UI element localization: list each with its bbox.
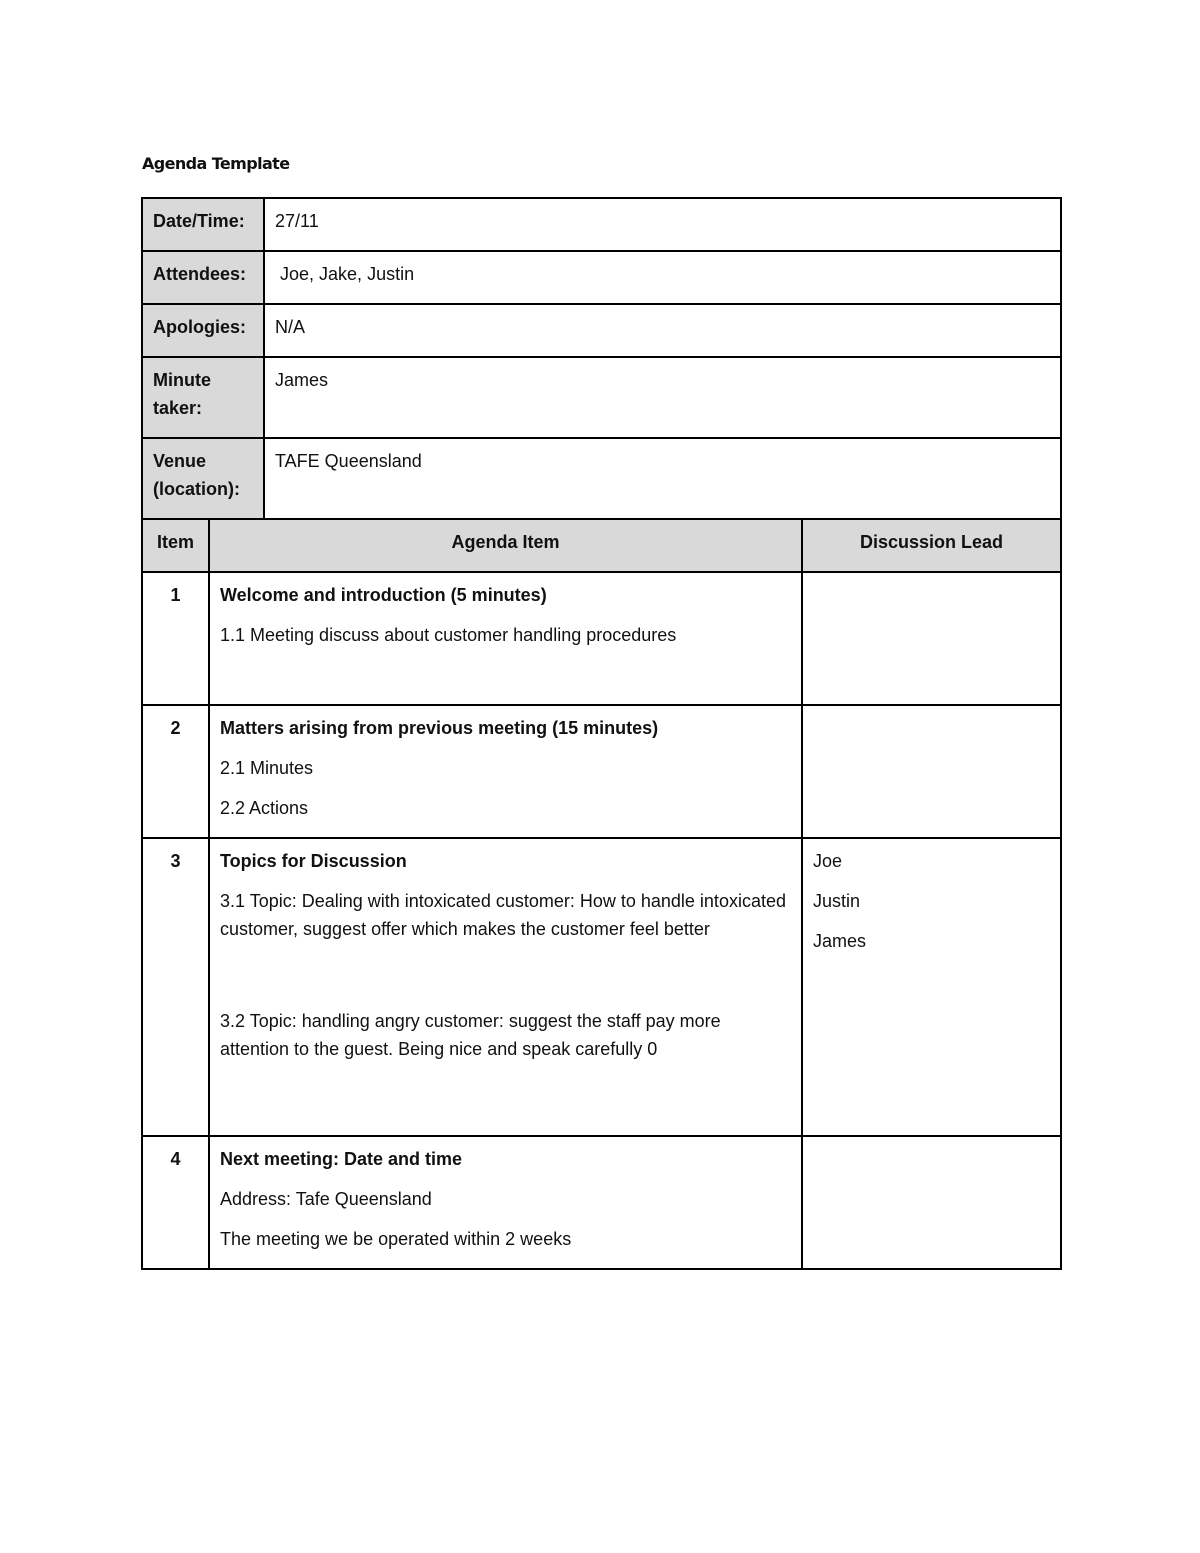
discussion-lead-column-header: Discussion Lead [802, 519, 1061, 572]
spacer [220, 955, 791, 1007]
item-column-header: Item [142, 519, 209, 572]
item-number: 2 [142, 705, 209, 838]
agenda-row [142, 1136, 1061, 1269]
agenda-item-cell [209, 1136, 802, 1269]
apologies-row [142, 304, 1061, 357]
date-time-value: 27/11 [264, 198, 1061, 251]
agenda-item-column-header: Agenda Item [209, 519, 802, 572]
venue-value: TAFE Queensland [264, 438, 1061, 519]
agenda-item-line: Address: Tafe Queensland [220, 1189, 432, 1209]
agenda-item-line: 2.2 Actions [220, 798, 309, 818]
agenda-item-line: 2.1 Minutes [220, 758, 314, 778]
attendees-value: Joe, Jake, Justin [264, 251, 1061, 304]
item-number: 4 [142, 1136, 209, 1269]
agenda-item-cell [209, 838, 802, 1136]
agenda-row [142, 705, 1061, 838]
date-time-row [142, 198, 1061, 251]
page-title: Agenda Template [142, 154, 290, 173]
venue-row [142, 438, 1061, 519]
agenda-header-row [142, 519, 1061, 572]
minute-taker-label: Minute taker: [142, 357, 264, 438]
item-number: 1 [142, 572, 209, 705]
venue-label: Venue (location): [142, 438, 264, 519]
discussion-lead-cell [802, 572, 1061, 705]
date-time-label: Date/Time: [142, 198, 264, 251]
agenda-row [142, 572, 1061, 705]
discussion-lead-cell [802, 1136, 1061, 1269]
agenda-item-cell [209, 572, 802, 705]
agenda-item-heading: Matters arising from previous meeting (15 minutes) [220, 718, 659, 738]
minute-taker-value: James [264, 357, 1061, 438]
discussion-lead-name: Joe [813, 851, 843, 871]
apologies-value: N/A [264, 304, 1061, 357]
discussion-lead-name: James [813, 931, 867, 951]
agenda-item-line: 3.1 Topic: Dealing with intoxicated customer: How to handle intoxicated customer, suggest offer which makes the customer feel better [220, 891, 786, 939]
agenda-item-heading: Welcome and introduction (5 minutes) [220, 585, 547, 605]
agenda-table [141, 197, 1062, 1270]
agenda-item-line: 1.1 Meeting discuss about customer handling procedures [220, 625, 677, 645]
agenda-row [142, 838, 1061, 1136]
discussion-lead-name: Justin [813, 891, 861, 911]
agenda-item-line: The meeting we be operated within 2 weeks [220, 1229, 572, 1249]
agenda-item-cell [209, 705, 802, 838]
minute-taker-row [142, 357, 1061, 438]
item-number: 3 [142, 838, 209, 1136]
agenda-item-heading: Topics for Discussion [220, 851, 407, 871]
apologies-label: Apologies: [142, 304, 264, 357]
discussion-lead-cell [802, 838, 1061, 1136]
discussion-lead-cell [802, 705, 1061, 838]
agenda-item-heading: Next meeting: Date and time [220, 1149, 463, 1169]
attendees-label: Attendees: [142, 251, 264, 304]
attendees-row [142, 251, 1061, 304]
agenda-item-line: 3.2 Topic: handling angry customer: suggest the staff pay more attention to the guest. Being nice and speak carefully 0 [220, 1011, 721, 1059]
